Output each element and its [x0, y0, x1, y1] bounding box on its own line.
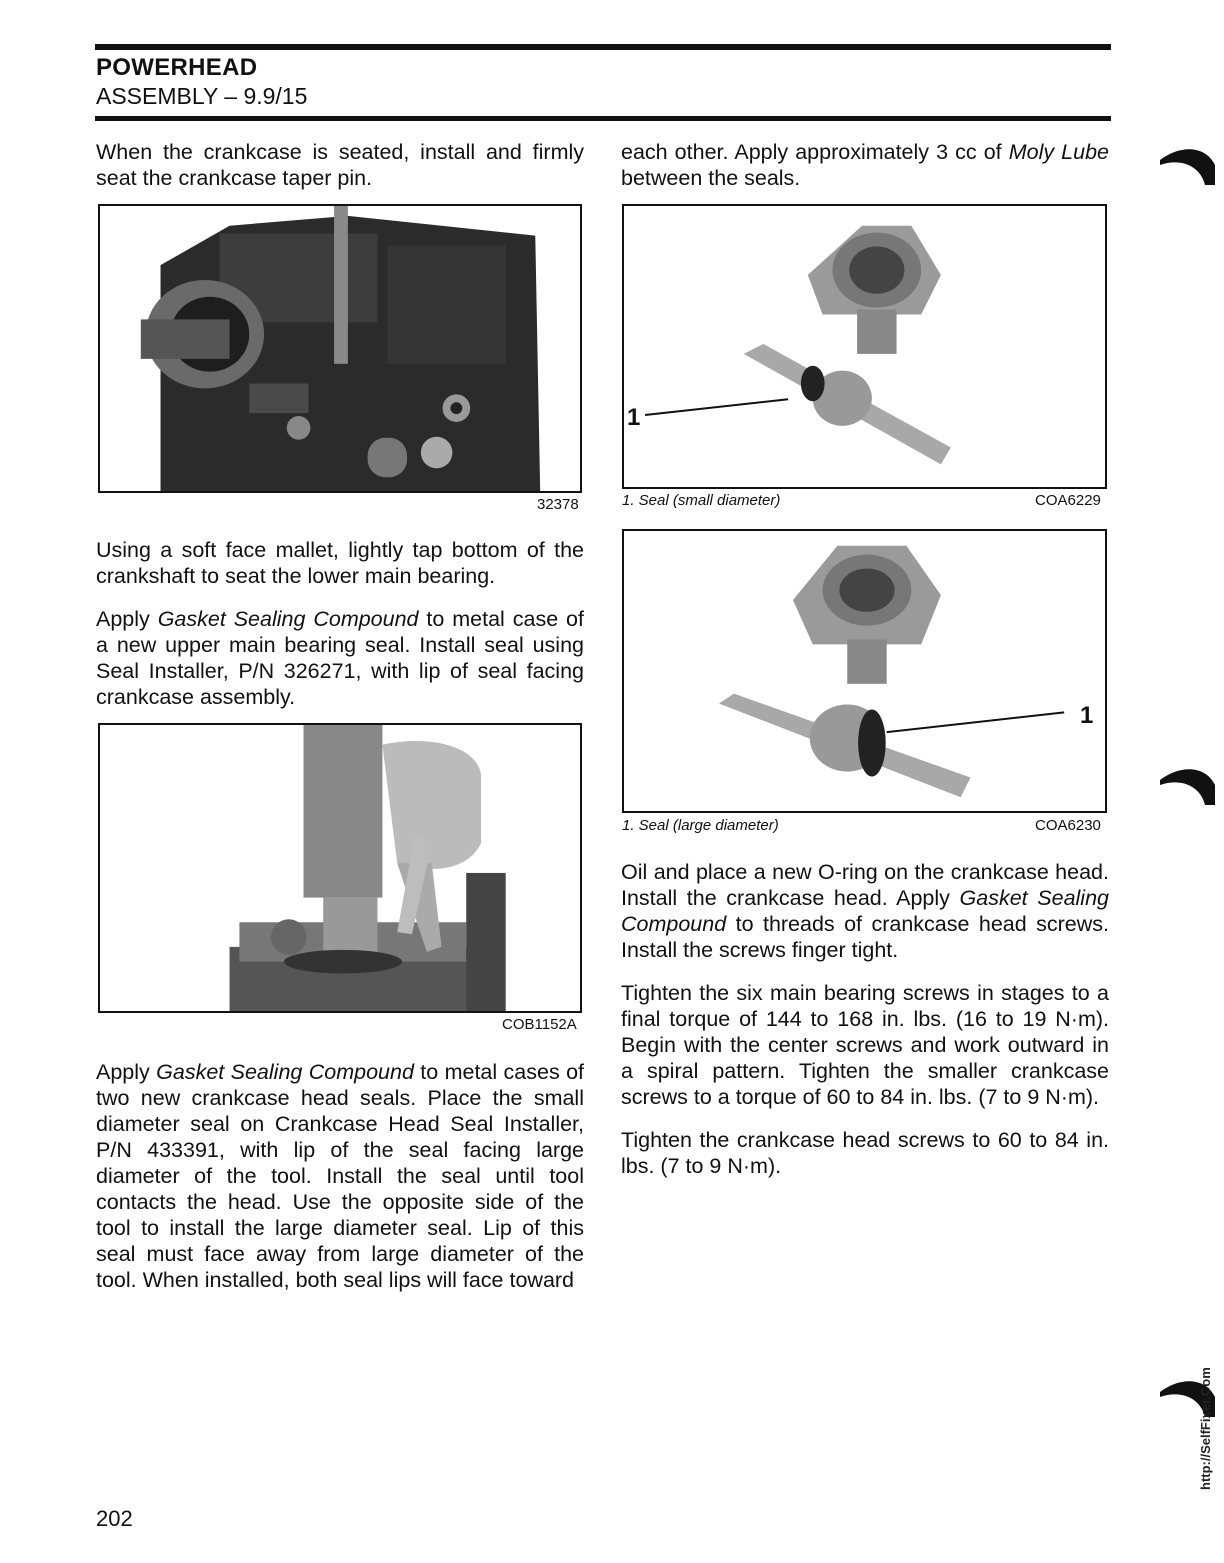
callout-1-large-seal: 1 [1080, 702, 1094, 729]
paragraph-main-bearing-torque: Tighten the six main bearing screws in stages to a final torque of 144 to 168 in. lbs. (16 to 19 N·m). Begin with the center screws and work outward in a spiral pattern. Tighten the smaller crankcase screws to a torque of 60 to 84 in. lbs. (7 to 9 N·m). [621, 981, 1109, 1109]
caption-seal-large-diameter: 1. Seal (large diameter) [622, 817, 779, 834]
seal-small-illustration [624, 206, 1105, 487]
page-edge-tab [1160, 760, 1220, 805]
seal-large-illustration [624, 531, 1105, 811]
crankcase-illustration [100, 206, 580, 491]
paragraph-upper-main-bearing-seal: Apply Gasket Sealing Compound to metal case of a new upper main bearing seal. Install seal using Seal Installer, P/N 326271, with lip of seal facing crankcase assembly. [96, 607, 584, 709]
header-rule-bottom [95, 116, 1111, 121]
paragraph-o-ring: Oil and place a new O-ring on the crankcase head. Install the crankcase head. Apply Gasket Sealing Compound to threads of crankcase head screws. Install the screws finger tight. [621, 860, 1110, 962]
caption-seal-small-diameter: 1. Seal (small diameter) [622, 492, 781, 509]
header-rule-top [95, 44, 1111, 50]
figure-id-32378: 32378 [537, 496, 579, 513]
figure-id-cob1152a: COB1152A [502, 1016, 577, 1033]
paragraph-crankcase-head-seals: Apply Gasket Sealing Compound to metal cases of two new crankcase head seals. Place the small diameter seal on Crankcase Head Seal Installer, P/N 433391, with lip of the seal facing large diameter of the tool. Install the seal until tool contacts the head. Use the opposite side of the tool to install the large diameter seal. Lip of this seal must face away from large diameter of the tool. When installed, both seal lips will face toward [96, 1060, 584, 1292]
section-title: POWERHEAD [96, 54, 258, 81]
watermark-url: http://SelfFixer.Com [1198, 1367, 1213, 1490]
figure-seal-small-diameter [622, 204, 1107, 489]
figure-id-coa6229: COA6229 [1035, 492, 1101, 509]
callout-1-small-seal: 1 [627, 404, 641, 431]
paragraph-soft-face-mallet: Using a soft face mallet, lightly tap bottom of the crankshaft to seat the lower main bearing. [96, 538, 584, 588]
figure-id-coa6230: COA6230 [1035, 817, 1101, 834]
paragraph-head-screw-torque: Tighten the crankcase head screws to 60 to 84 in. lbs. (7 to 9 N·m). [621, 1128, 1109, 1178]
figure-crankcase-photo [98, 204, 582, 493]
paragraph-moly-lube: each other. Apply approximately 3 cc of Moly Lube between the seals. [621, 140, 1109, 190]
page-edge-tab [1160, 140, 1220, 185]
paragraph-taper-pin: When the crankcase is seated, install and firmly seat the crankcase taper pin. [96, 140, 584, 190]
seal-installer-illustration [100, 725, 580, 1011]
page-number: 202 [96, 1506, 133, 1531]
section-subtitle: ASSEMBLY – 9.9/15 [96, 83, 308, 109]
figure-seal-large-diameter [622, 529, 1107, 813]
figure-seal-installer-photo [98, 723, 582, 1013]
